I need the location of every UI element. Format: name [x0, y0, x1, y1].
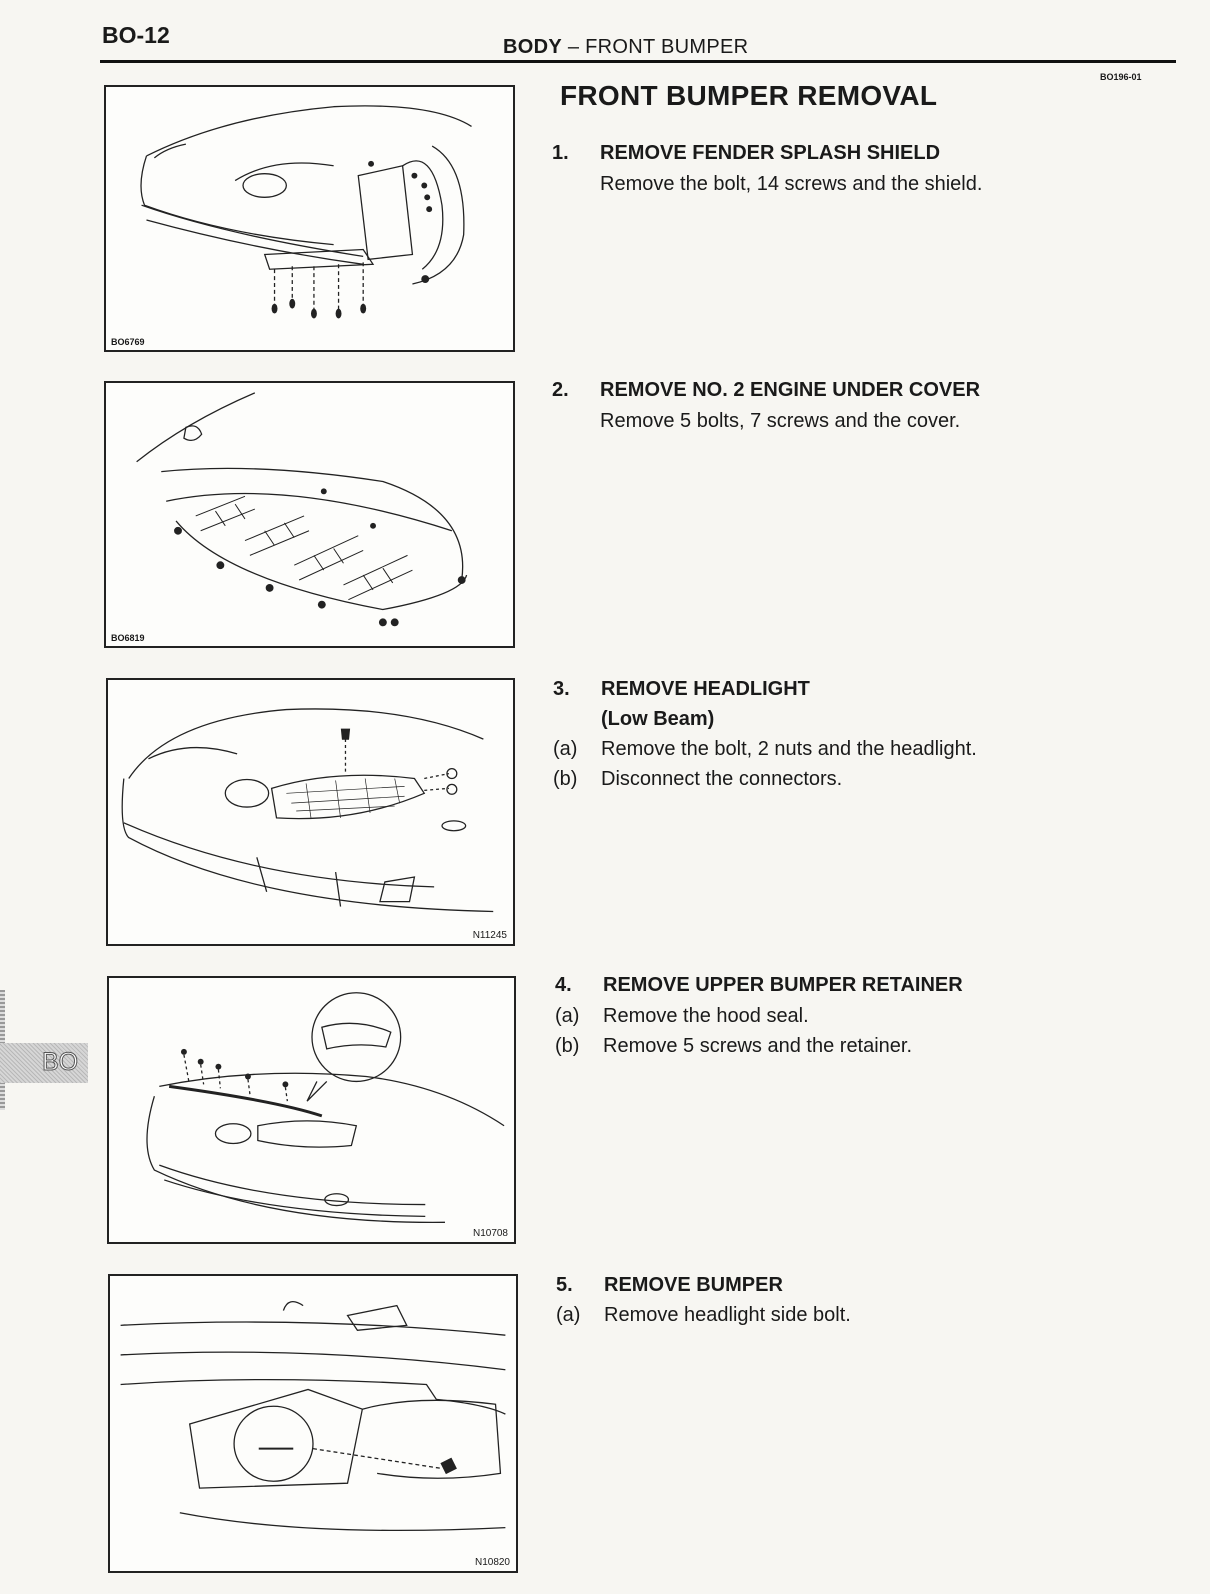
step-number: 3.: [553, 678, 570, 700]
figure-id: N11245: [472, 930, 507, 941]
step-heading: REMOVE NO. 2 ENGINE UNDER COVER: [600, 379, 981, 401]
header-section: BODY: [503, 36, 562, 58]
step-heading: REMOVE FENDER SPLASH SHIELD: [600, 142, 941, 164]
figure-fender-splash-shield: [104, 85, 515, 352]
header-rule: [100, 60, 1176, 63]
substep-label: (b): [555, 1035, 580, 1057]
step-number: 1.: [552, 142, 569, 164]
doc-code: BO196-01: [1100, 72, 1142, 82]
substep-label: (b): [553, 768, 578, 790]
section-tab-label: BO: [42, 1048, 79, 1076]
substep-label: (a): [553, 738, 578, 760]
remove-bumper-illustration: [110, 1276, 516, 1571]
step-number: 2.: [552, 379, 569, 401]
figure-id: N10708: [472, 1228, 508, 1239]
figure-id: BO6819: [111, 633, 145, 643]
step-heading: REMOVE BUMPER: [604, 1274, 783, 1296]
step-qualifier: (Low Beam): [601, 708, 715, 730]
step-heading: REMOVE UPPER BUMPER RETAINER: [603, 974, 963, 996]
step-number: 5.: [556, 1274, 573, 1296]
substep-label: (a): [555, 1005, 580, 1027]
substep-text: Remove the hood seal.: [603, 1005, 809, 1027]
step-instruction: Remove 5 bolts, 7 screws and the cover.: [600, 410, 961, 432]
step-number: 4.: [555, 974, 572, 996]
headlight-illustration: [108, 680, 513, 944]
section-tab: [0, 1043, 88, 1083]
substep-text: Remove 5 screws and the retainer.: [603, 1035, 913, 1057]
step-instruction: Remove the bolt, 14 screws and the shield.: [600, 173, 983, 195]
substep-text: Remove the bolt, 2 nuts and the headlight.: [601, 738, 977, 760]
figure-id: N10820: [474, 1557, 510, 1568]
running-header: [503, 36, 748, 59]
header-separator: –: [567, 36, 580, 58]
engine-under-cover-illustration: [106, 383, 513, 646]
substep-text: Remove headlight side bolt.: [604, 1304, 851, 1326]
step-heading: REMOVE HEADLIGHT: [601, 678, 810, 700]
figure-headlight: [106, 678, 515, 946]
page-number: BO-12: [102, 22, 170, 48]
figure-upper-bumper-retainer: [107, 976, 516, 1244]
figure-id: BO6769: [111, 337, 145, 347]
upper-bumper-retainer-illustration: [109, 978, 514, 1242]
figure-remove-bumper: [108, 1274, 518, 1573]
substep-text: Disconnect the connectors.: [601, 768, 843, 790]
header-subsection: FRONT BUMPER: [585, 36, 749, 58]
page-title: FRONT BUMPER REMOVAL: [560, 80, 938, 111]
substep-label: (a): [556, 1304, 581, 1326]
fender-splash-shield-illustration: [106, 87, 513, 350]
figure-engine-under-cover: [104, 381, 515, 648]
